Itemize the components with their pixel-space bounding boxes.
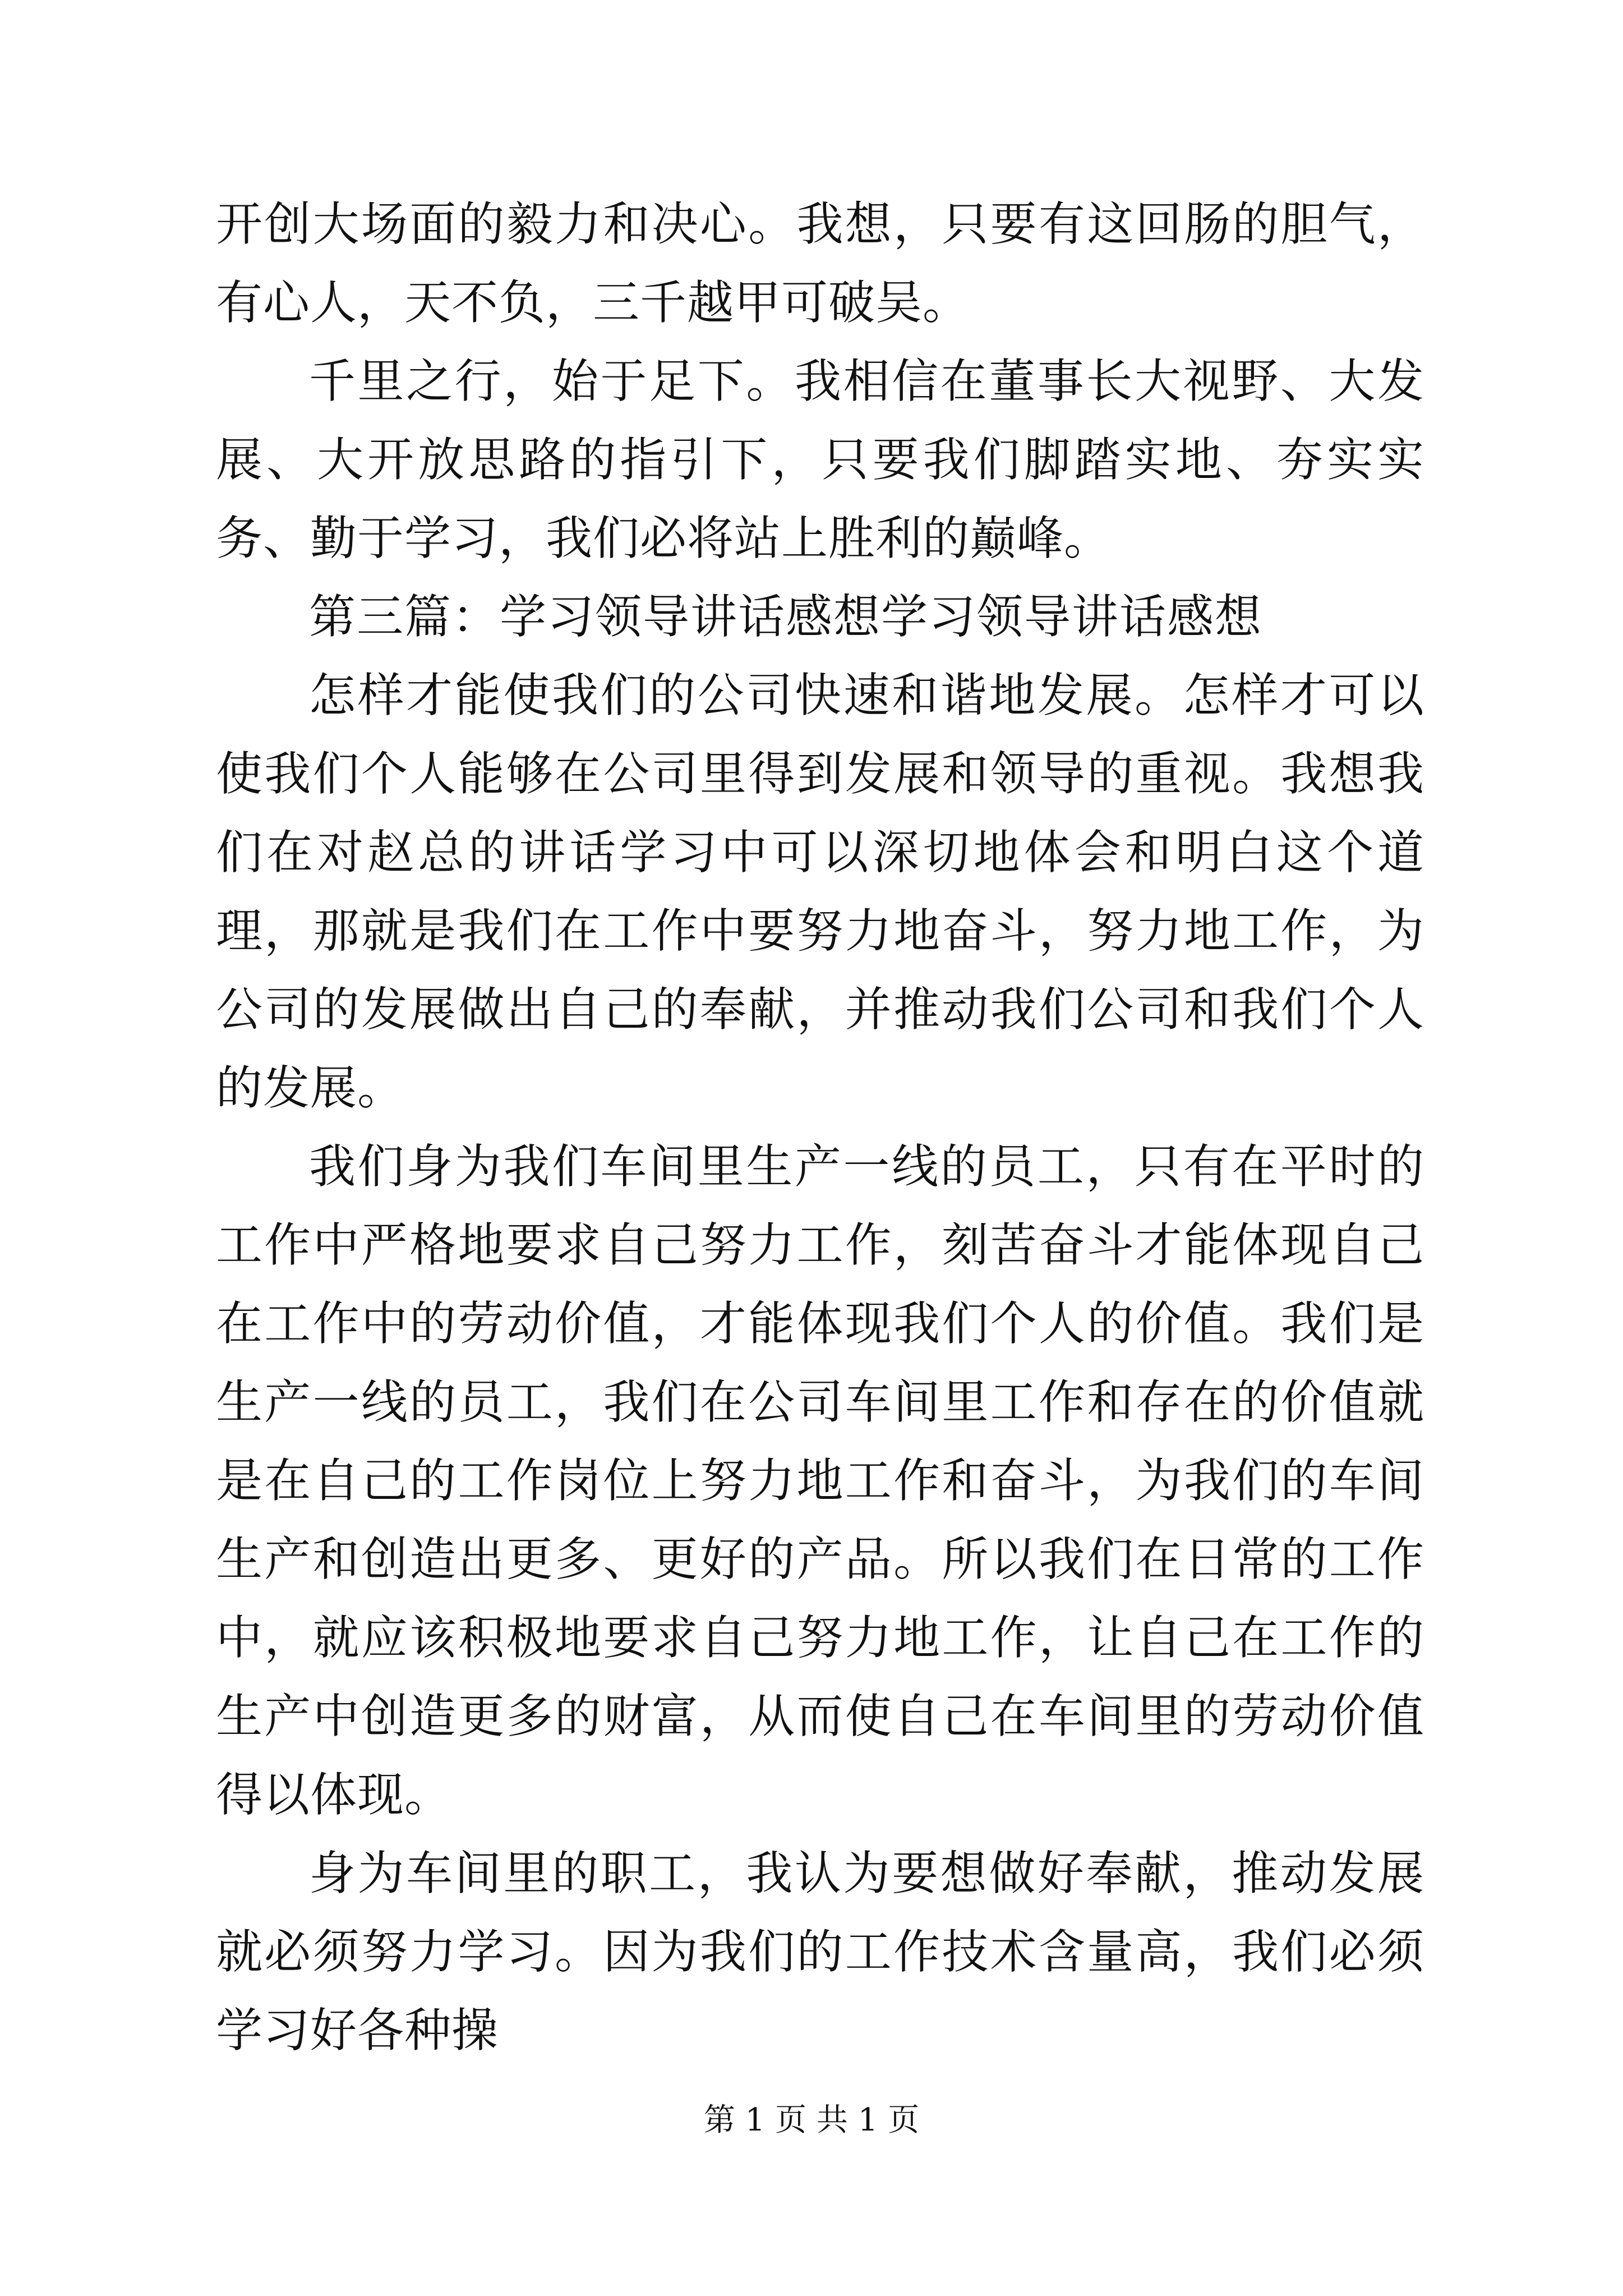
- document-body: [216, 185, 1424, 2070]
- section-heading: 第三篇：学习领导讲话感想学习领导讲话感想: [309, 590, 1262, 644]
- paragraph: 身为车间里的职工，我认为要想做好奉献，推动发展就必须努力学习。因为我们的工作技术含量高，我们必须学习好各种操: [216, 1846, 1424, 2058]
- paragraph: 怎样才能使我们的公司快速和谐地发展。怎样才可以使我们个人能够在公司里得到发展和领导的重视。我想我们在对赵总的讲话学习中可以深切地体会和明白这个道理，那就是我们在工作中要努力地奋斗，努力地工作，为公司的发展做出自己的奉献，并推动我们公司和我们个人的发展。: [216, 668, 1424, 1115]
- page-footer: 第 1 页 共 1 页: [703, 2102, 920, 2138]
- paragraph: 千里之行，始于足下。我相信在董事长大视野、大发展、大开放思路的指引下，只要我们脚踏实地、夯实实务、勤于学习，我们必将站上胜利的巅峰。: [216, 354, 1424, 565]
- paragraph-continuation: 开创大场面的毅力和决心。我想，只要有这回肠的胆气，有心人，天不负，三千越甲可破吴。: [216, 197, 1424, 330]
- paragraph: 我们身为我们车间里生产一线的员工，只有在平时的工作中严格地要求自己努力工作，刻苦奋斗才能体现自己在工作中的劳动价值，才能体现我们个人的价值。我们是生产一线的员工，我们在公司车间里工作和存在的价值就是在自己的工作岗位上努力地工作和奋斗，为我们的车间生产和创造出更多、更好的产品。所以我们在日常的工作中，就应该积极地要求自己努力地工作，让自己在工作的生产中创造更多的财富，从而使自己在车间里的劳动价值得以体现。: [216, 1139, 1424, 1822]
